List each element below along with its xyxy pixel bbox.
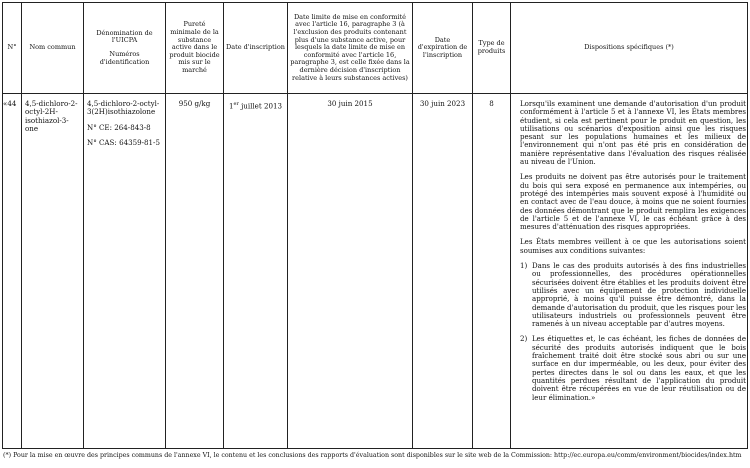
header-inclusion-date: Date d'inscription [226, 43, 285, 52]
row-conformity-date: 30 juin 2015 [327, 99, 373, 108]
regulation-table [2, 2, 748, 449]
row-expiry-date: 30 juin 2023 [419, 99, 466, 108]
header-iupac-name: Dénomination de l'UICPA [96, 28, 153, 45]
specific-provisions-text [520, 100, 746, 409]
header-no: N° [7, 43, 17, 52]
header-conformity-date [288, 3, 412, 93]
condition-item-1 [520, 262, 746, 328]
row-purity: 950 g/kg [178, 99, 211, 108]
header-identification-numbers: Numéros d'identification [99, 50, 150, 66]
provision-paragraph-1: Lorsqu'ils examinent une demande d'autorisation d'un produit conformément à l'article 5 et à l'annexe VI, les États membres étudient, si cela est pertinent pour le produit en question, les utilisations ou scénarios d'exposition ainsi que les risques pesant sur les populations humaines et les milieux de l'environnement qui n'ont pas été pris en considération de manière représentative dans l'évaluation des risques réalisée au niveau de l'Union. [520, 99, 746, 167]
condition-text: Dans le cas des produits autorisés à des fins industrielles ou professionnelles, des procédures opérationnelles sécurisées doivent être établies et les produits doivent être utilisés avec un équipement de protection individuelle approprié, à moins qu'il puisse être démontré, dans la demande d'autorisation du produit, que les risques pour les utilisateurs industriels ou professionnels peuvent être ramenés à un niveau acceptable par d'autres moyens. [532, 261, 746, 329]
header-purity [166, 3, 223, 93]
header-product-type-text: Type de produits [477, 39, 506, 55]
row-iupac [87, 100, 163, 147]
condition-number: 1) [520, 261, 528, 271]
inclusion-month-year: juillet 2013 [238, 101, 283, 111]
condition-text: Les étiquettes et, le cas échéant, les fiches de données de sécurité des produits autorisés indiquent que le bois fraîchement traité doit être stocké sous abri ou sur une surface en dur imperméable, ou les deux, pour éviter des pertes directes dans le sol ou dans les eaux, et que les quantités perdues résultant de l'application du produit doivent être récupérées en vue de leur réutilisation ou de leur élimination.» [532, 334, 746, 402]
inclusion-superscript: er [233, 101, 239, 107]
condition-item-2 [520, 335, 746, 401]
header-expiry-date [413, 3, 472, 93]
provision-paragraph-2: Les produits ne doivent pas être autorisés pour le traitement du bois qui sera exposé en permanence aux intempéries, ou protégé des intempéries mais souvent exposé à l'humidité ou en contact avec de l'eau douce, à moins que ne soient fournies des données démontrant que le produit remplira les exigences de l'article 5 et de l'annexe VI, le cas échéant grâce à des mesures d'atténuation des risques appropriées. [520, 172, 746, 232]
row-inclusion-date [224, 100, 287, 111]
row-iupac-name: 4,5-dichloro-2-octyl-3(2H)isothiazolone [87, 99, 160, 117]
header-specific-provisions: Dispositions spécifiques (*) [584, 43, 674, 52]
header-common-name: Nom commun [29, 43, 76, 52]
provision-paragraph-3: Les États membres veillent à ce que les autorisations soient soumises aux conditions suivantes: [520, 237, 746, 255]
header-conformity-text: Date limite de mise en conformité avec l'article 16, paragraphe 3 (à l'exclusion des produits contenant plus d'une substance active, pour lesquels la date limite de mise en conformité avec l'article 16, paragraphe 3, est celle fixée dans la dernière décision d'inscription relative à leurs substances actives) [290, 12, 410, 82]
conditions-list [520, 262, 746, 402]
header-expiry-text: Date d'expiration de l'inscription [417, 35, 468, 59]
condition-number: 2) [520, 334, 528, 344]
header-iupac [84, 3, 165, 93]
row-product-type: 8 [489, 99, 494, 108]
row-common-name: 4,5-dichloro-2-octyl-2H-isothiazol-3-one [25, 99, 78, 133]
header-product-type [473, 3, 510, 93]
header-purity-text: Pureté minimale de la substance active dans le produit biocide mis sur le marché [169, 20, 220, 74]
inclusion-day: 1 [228, 101, 234, 111]
row-number: «44 [3, 99, 17, 108]
footnote: (*) Pour la mise en œuvre des principes communs de l'annexe VI, le contenu et les conclusions des rapports d'évaluation sont disponibles sur le site web de la Commission: http://ec.europa.eu/comm/environment/biocides/index.htm [3, 452, 742, 459]
row-ce-number: N° CE: 264-843-8 [87, 122, 151, 132]
row-cas-number: N° CAS: 64359-81-5 [87, 137, 160, 147]
header-divider [3, 93, 747, 94]
